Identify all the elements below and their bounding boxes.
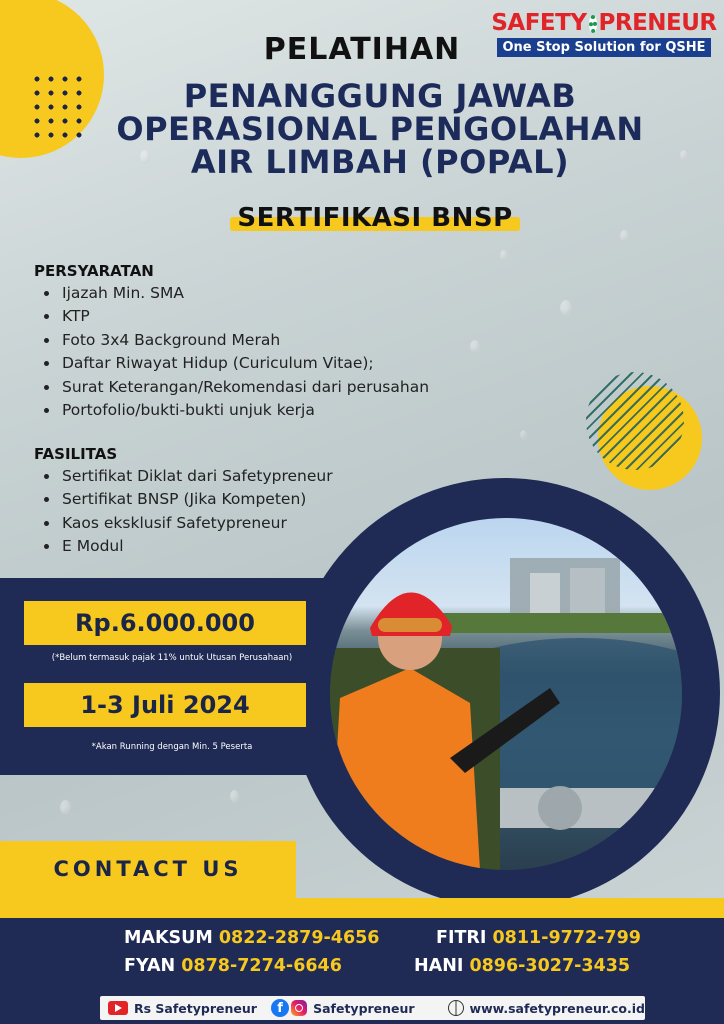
raindrop (520, 430, 527, 440)
youtube-link[interactable] (108, 1001, 257, 1016)
list-item: • KTP (60, 305, 494, 328)
decorative-stripes (586, 372, 684, 470)
requirements-section (34, 262, 494, 422)
contact-phone[interactable]: 0896-3027-3435 (469, 956, 631, 976)
date-bar (24, 683, 306, 727)
certification-heading (230, 203, 520, 233)
contact-name: HANI (414, 956, 464, 976)
logo-text-left: SAFETY (491, 10, 587, 36)
facebook-icon: f (271, 999, 289, 1017)
contact-name: FITRI (436, 928, 487, 948)
list-item: • E Modul (60, 535, 454, 558)
raindrop (620, 230, 629, 242)
photo-illustration (330, 518, 682, 870)
contact-us-label: CONTACT US (53, 857, 243, 881)
youtube-icon (108, 1001, 128, 1015)
raindrop (60, 800, 71, 815)
logo-tagline: One Stop Solution for QSHE (497, 38, 711, 57)
list-item: • Foto 3x4 Background Merah (60, 329, 494, 352)
instagram-icon (291, 1000, 307, 1016)
contact-person (124, 956, 342, 976)
worker-photo (330, 518, 682, 870)
training-date: 1-3 Juli 2024 (80, 691, 250, 719)
gear-icon (589, 15, 597, 33)
facebook-instagram-link[interactable] (271, 999, 429, 1017)
contact-person (414, 956, 630, 976)
price-value: Rp.6.000.000 (75, 609, 255, 637)
list-item: • Kaos eksklusif Safetypreneur (60, 512, 454, 535)
raindrop (560, 300, 572, 316)
list-item: • Sertifikat Diklat dari Safetypreneur (60, 465, 454, 488)
contact-phone[interactable]: 0811-9772-799 (492, 928, 641, 948)
list-item: • Sertifikat BNSP (Jika Kompeten) (60, 488, 454, 511)
pretitle: PELATIHAN (263, 32, 461, 67)
logo-text-right: PRENEUR (598, 10, 717, 36)
contact-person (436, 928, 641, 948)
divider-bar (0, 898, 724, 918)
facilities-title: FASILITAS (34, 445, 118, 463)
title-line-3: AIR LIMBAH (POPAL) (190, 143, 570, 181)
raindrop (230, 790, 239, 803)
contact-phone[interactable]: 0822-2879-4656 (218, 928, 380, 948)
requirements-list (34, 282, 494, 422)
website-url: www.safetypreneur.co.id (469, 1000, 645, 1016)
social-handle: Safetypreneur (313, 1000, 415, 1016)
list-item: • Daftar Riwayat Hidup (Curiculum Vitae); (60, 352, 494, 375)
website-link[interactable] (448, 1000, 645, 1016)
social-bar (100, 996, 645, 1020)
list-item: • Surat Keterangan/Rekomendasi dari perusahan (60, 376, 494, 399)
youtube-handle: Rs Safetypreneur (134, 1000, 257, 1016)
title-line-2: OPERASIONAL PENGOLAHAN (116, 110, 644, 148)
contact-name: FYAN (124, 956, 176, 976)
title-line-1: PENANGGUNG JAWAB (183, 77, 577, 115)
requirements-title: PERSYARATAN (34, 262, 154, 280)
contact-name: MAKSUM (124, 928, 213, 948)
list-item: • Portofolio/bukti-bukti unjuk kerja (60, 399, 494, 422)
raindrop (500, 250, 508, 261)
contact-person (124, 928, 380, 948)
contact-phone[interactable]: 0878-7274-6646 (181, 956, 342, 976)
list-item: • Ijazah Min. SMA (60, 282, 494, 305)
price-bar (24, 601, 306, 645)
date-note: *Akan Running dengan Min. 5 Peserta (91, 742, 253, 752)
certification-label: SERTIFIKASI BNSP (237, 203, 513, 233)
price-note: (*Belum termasuk pajak 11% untuk Utusan Perusahaan) (51, 653, 293, 663)
page-title (60, 77, 700, 181)
globe-icon (448, 1000, 464, 1016)
